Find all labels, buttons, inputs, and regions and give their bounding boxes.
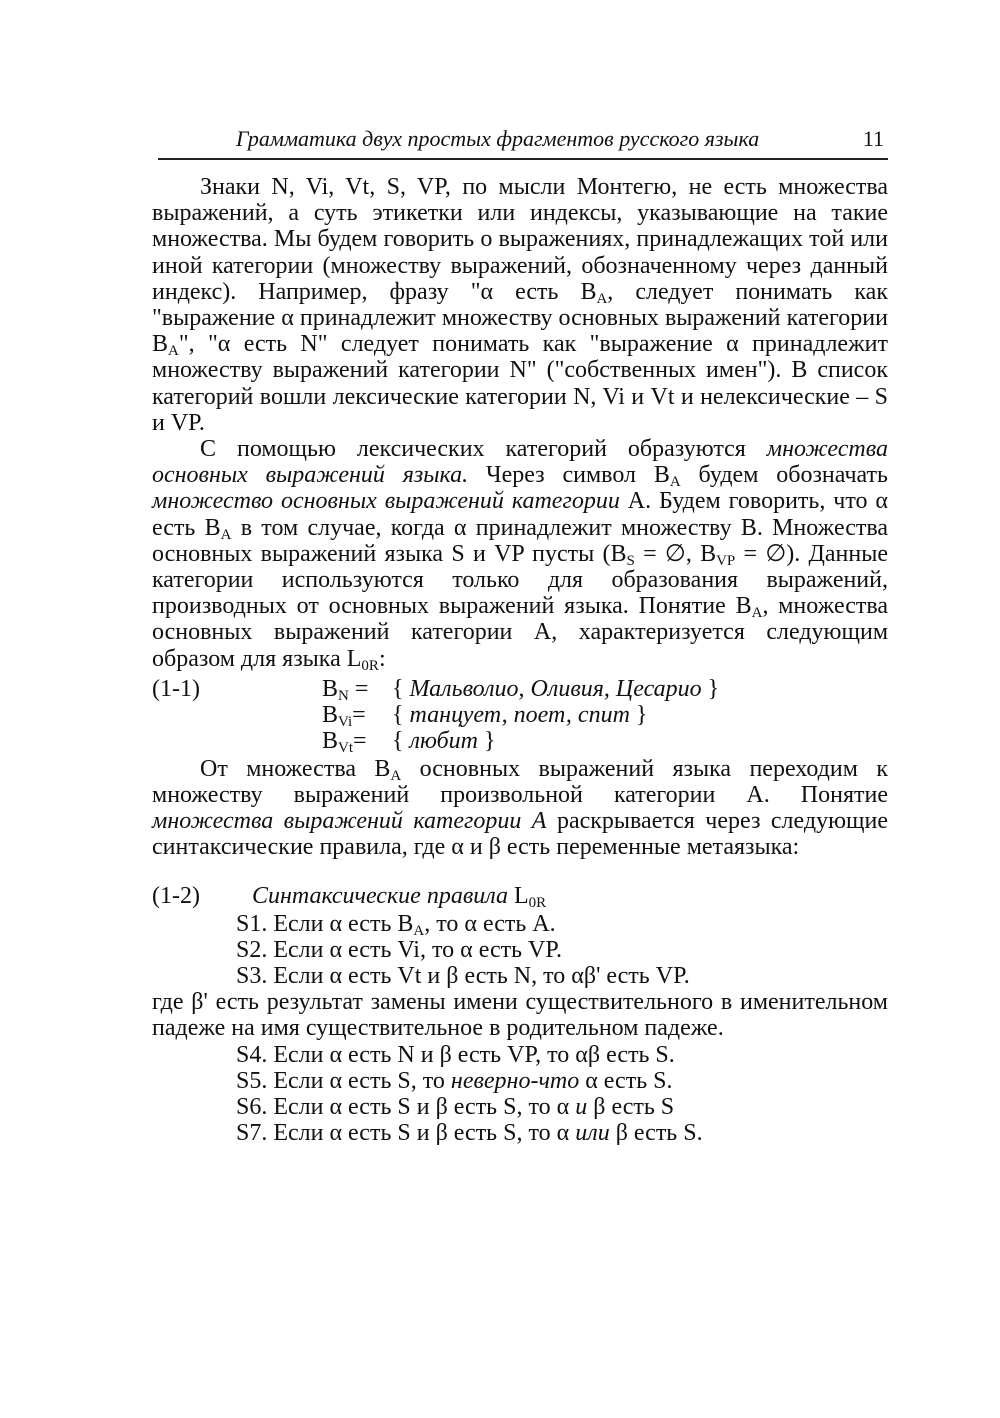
close-brace: } xyxy=(629,701,648,728)
paragraph-basic-expressions xyxy=(152,436,888,672)
rule-note: где β' есть результат замены имени существительного в именительном падеже на имя существительное в родительном падеже. xyxy=(152,989,888,1042)
text-run: основных выражений языка переходим к множеству выражений произвольной категории A. Понятие xyxy=(152,755,888,809)
text-run: будем обозначать xyxy=(680,462,888,489)
text-run: A. Будем говорить, что α есть B xyxy=(152,488,888,541)
subscript: VP xyxy=(716,552,736,569)
formula-1-1 xyxy=(152,676,888,754)
page-number: 11 xyxy=(862,126,884,151)
formula-lhs xyxy=(322,676,392,702)
subscript: A xyxy=(390,767,402,784)
equals-sign: = xyxy=(348,675,369,702)
symbol-l: L xyxy=(514,882,529,909)
subscript: 0R xyxy=(528,894,547,911)
equals-sign: = xyxy=(353,727,367,754)
italic-term: множество основных выражений категории xyxy=(152,488,620,515)
italic-term: множества выражений категории A xyxy=(152,808,547,835)
running-header xyxy=(158,124,888,160)
text-run: в том случае, когда α принадлежит множеству B. Множества основных выражений языка S и VP пусты (B xyxy=(152,514,888,567)
equals-sign: = xyxy=(352,701,366,728)
text-run: ", "α есть N" следует понимать как "выражение α принадлежит множеству выражений категории N" ("собственных имен"). В список категорий вошли лексические категории N, Vi и Vt и нелексические – S и VP. xyxy=(152,331,888,436)
open-brace: { xyxy=(392,675,410,702)
rules-title-text: Синтаксические правила xyxy=(252,882,508,909)
text-run: α есть S. xyxy=(579,1067,673,1094)
subscript: A xyxy=(596,290,608,307)
rule-s4: S4. Если α есть N и β есть VP, то αβ есть S. xyxy=(236,1041,675,1068)
text-run: β есть S xyxy=(587,1094,675,1121)
subscript: A xyxy=(669,474,681,491)
text-run: = ∅, B xyxy=(634,540,717,567)
symbol-b: B xyxy=(322,675,339,702)
text-run: : xyxy=(378,645,386,672)
text-run: Через символ B xyxy=(468,462,670,489)
subscript: A xyxy=(413,922,425,939)
set-members: Мальволио, Оливия, Цесарио xyxy=(409,675,702,702)
formula-lhs xyxy=(322,702,392,728)
subscript: Vi xyxy=(338,713,353,730)
text-run: , множества основных выражений категории A, характеризуется следующим образом для языка L xyxy=(152,593,889,672)
text-run: От множества B xyxy=(200,755,391,782)
rules-title xyxy=(252,883,546,909)
text-run: Знаки N, Vi, Vt, S, VP, по мысли Монтегю, не есть множества выражений, а суть этикетки или индексы, указывающие на такие множества. Мы будем говорить о выражениях, принадлежащих той или иной категории (множеству выражений, обозначенному через данный индекс). Например, фразу "α есть B xyxy=(152,174,888,305)
open-brace: { xyxy=(392,727,410,754)
rule-s7 xyxy=(152,1120,888,1146)
italic-term: множества основных выражений языка. xyxy=(152,436,888,489)
symbol-b: B xyxy=(322,727,339,754)
formula-row-bn xyxy=(322,676,719,702)
text-run: S1. Если α есть B xyxy=(236,910,414,937)
body-text xyxy=(152,174,888,1147)
rule-s1 xyxy=(152,911,888,937)
rule-s3: S3. Если α есть Vt и β есть N, то αβ' есть VP. xyxy=(236,963,690,990)
rule-s2: S2. Если α есть Vi, то α есть VP. xyxy=(236,936,563,963)
formula-label: (1-1) xyxy=(152,675,200,702)
formula-row-bvt xyxy=(322,728,496,754)
formula-row-bvi xyxy=(322,702,647,728)
text-run: β есть S. xyxy=(609,1120,703,1147)
rule-s5 xyxy=(152,1068,888,1094)
subscript: A xyxy=(220,526,232,543)
text-run: , следует понимать как "выражение α принадлежит множеству основных выражений категории B xyxy=(152,278,888,358)
subscript: A xyxy=(751,605,763,622)
subscript: 0R xyxy=(361,657,379,674)
italic-term: неверно-что xyxy=(450,1067,580,1094)
symbol-b: B xyxy=(322,701,339,728)
set-members: любит xyxy=(409,727,479,754)
rules-label: (1-2) xyxy=(152,882,200,909)
rules-heading xyxy=(152,883,888,911)
subscript: N xyxy=(338,687,349,704)
rule-s6 xyxy=(152,1094,888,1120)
paragraph-signs xyxy=(152,174,888,436)
paragraph-arbitrary-category xyxy=(152,756,888,861)
close-brace: } xyxy=(701,675,720,702)
formula-lhs xyxy=(322,728,392,754)
text-run: S5. Если α есть S, то xyxy=(236,1067,451,1094)
text-run: , то α есть A. xyxy=(424,910,556,937)
subscript: A xyxy=(168,343,179,360)
italic-term: и xyxy=(575,1094,588,1121)
text-run: S6. Если α есть S и β есть S, то α xyxy=(236,1094,576,1121)
subscript: Vt xyxy=(338,739,354,756)
text-run: S7. Если α есть S и β есть S, то α xyxy=(236,1120,576,1147)
open-brace: { xyxy=(392,701,410,728)
text-run: С помощью лексических категорий образуются xyxy=(200,436,767,463)
close-brace: } xyxy=(478,727,496,754)
running-title: Грамматика двух простых фрагментов русского языка xyxy=(236,126,760,151)
text-run: раскрывается через следующие синтаксические правила, где α и β есть переменные метаязыка: xyxy=(152,808,888,861)
text-run: = ∅). Данные категории используются только для образования выражений, производных от основных выражений языка. Понятие B xyxy=(152,540,888,620)
set-members: танцует, поет, спит xyxy=(409,701,630,728)
italic-term: или xyxy=(575,1120,610,1147)
subscript: S xyxy=(626,552,635,569)
